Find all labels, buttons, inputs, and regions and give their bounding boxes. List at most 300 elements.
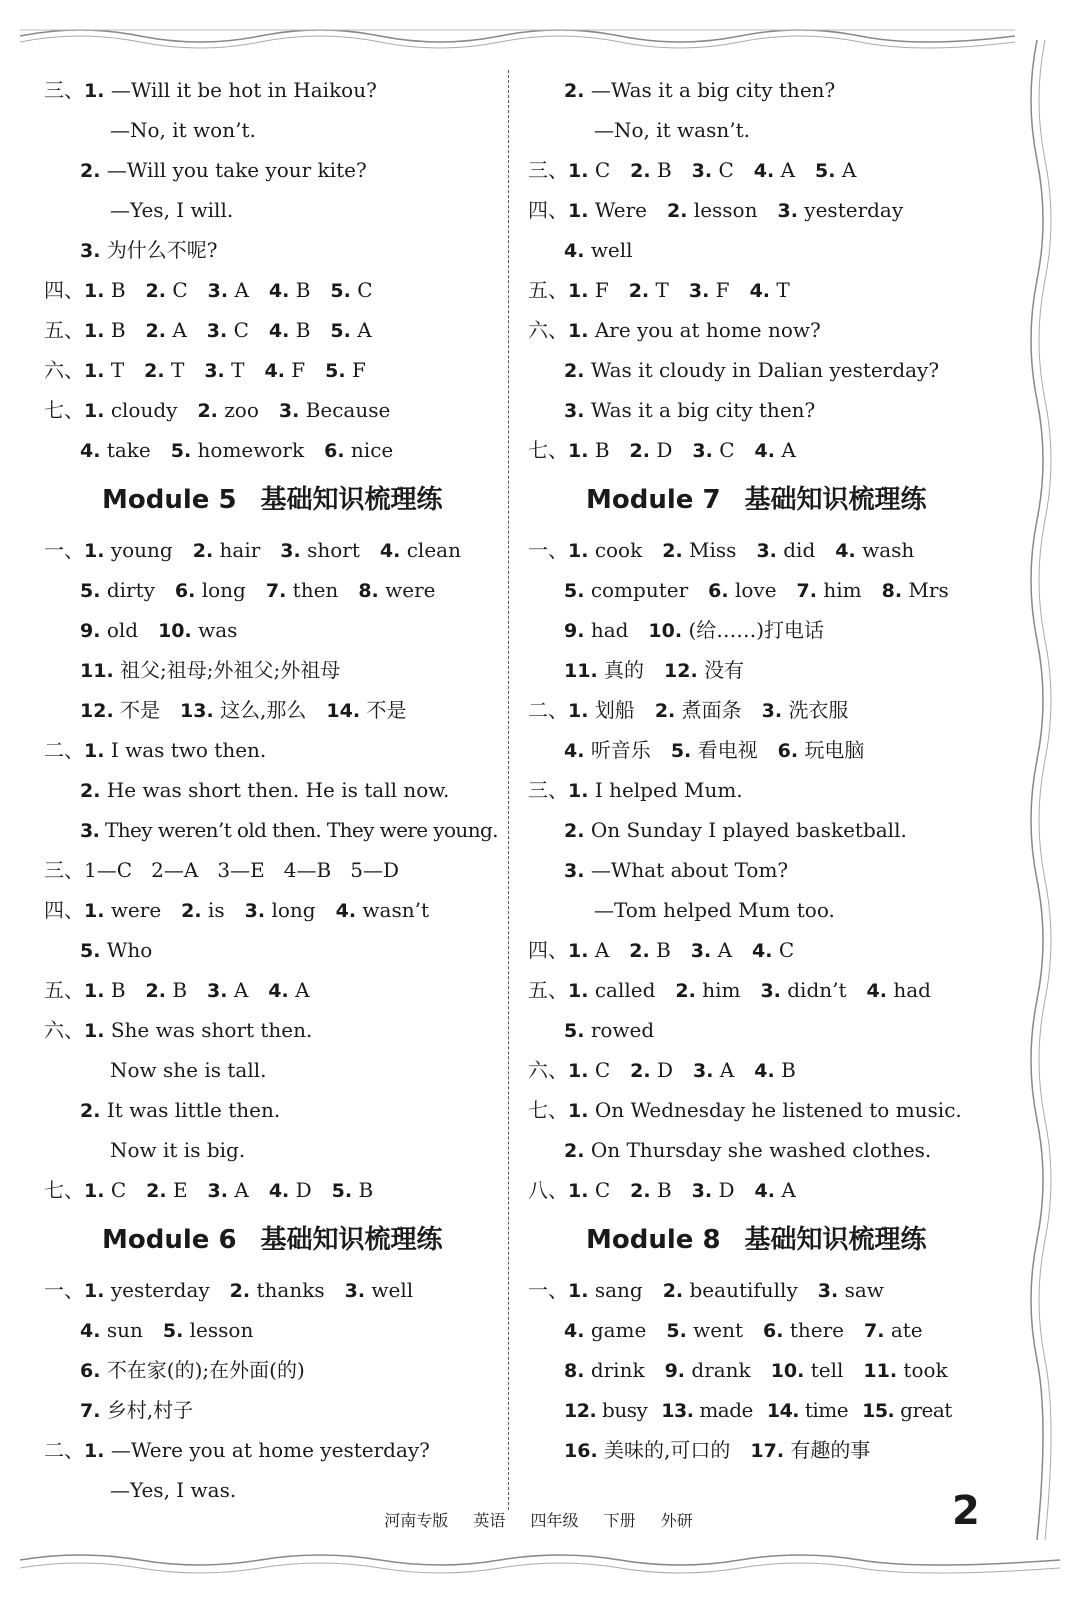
section-label: 四、 <box>528 938 568 962</box>
answer-text: B <box>110 278 126 302</box>
answer-text: yesterday <box>110 1278 210 1302</box>
item-number: 12. <box>564 1400 597 1422</box>
answer-item <box>84 398 177 422</box>
answer-text: 乡村,村子 <box>106 1398 194 1422</box>
answer-item <box>144 358 184 382</box>
footer-volume: 下册 <box>603 1511 636 1530</box>
item-number: 4. <box>564 240 585 262</box>
answer-text: She was short then. <box>110 1018 313 1042</box>
item-number: 3. <box>690 940 712 962</box>
answer-text: wash <box>862 538 915 562</box>
item-number: 4. <box>264 360 285 382</box>
item-number: 4. <box>754 1060 775 1082</box>
module-number: Module 8 <box>586 1225 721 1255</box>
answer-line <box>44 230 499 270</box>
item-number: 1. <box>568 200 589 222</box>
item-number: 3. <box>761 700 783 722</box>
item-number: 6. <box>708 580 729 602</box>
answer-item <box>80 618 138 642</box>
item-number: 1. <box>84 1280 105 1302</box>
answer-item <box>671 738 758 762</box>
answer-text: Were <box>594 198 647 222</box>
answer-text: T <box>776 278 790 302</box>
answer-text: 有趣的事 <box>790 1438 871 1462</box>
item-number: 8. <box>564 1360 585 1382</box>
answer-text: C <box>110 1178 127 1202</box>
section-label: 一、 <box>44 538 84 562</box>
item-number: 3. <box>80 240 101 262</box>
answer-text: Now she is tall. <box>110 1058 267 1082</box>
section-label: 三、 <box>528 778 568 802</box>
answer-text: T <box>231 358 245 382</box>
item-number: 1. <box>84 1440 105 1462</box>
answer-item <box>280 538 360 562</box>
module-number: Module 7 <box>586 485 721 515</box>
answer-text: A <box>357 318 372 342</box>
item-number: 2. <box>192 540 214 562</box>
answer-item <box>269 318 311 342</box>
item-number: 4. <box>564 1320 585 1342</box>
footer-grade: 四年级 <box>530 1511 579 1530</box>
answer-item <box>692 158 734 182</box>
answer-line <box>44 650 499 690</box>
answer-text: F <box>715 278 730 302</box>
answer-text: B <box>110 978 126 1002</box>
item-number: 6. <box>80 1360 101 1382</box>
right-column <box>528 70 998 1470</box>
answer-text: B <box>110 318 126 342</box>
answer-item <box>175 578 246 602</box>
module-number: Module 6 <box>102 1225 237 1255</box>
answer-item <box>763 1318 844 1342</box>
answer-item <box>568 978 655 1002</box>
footer-edition: 河南专版 <box>384 1511 449 1530</box>
answer-line <box>528 690 998 730</box>
answer-text: A <box>841 158 857 182</box>
answer-text: sun <box>106 1318 143 1342</box>
answer-text: took <box>903 1358 948 1382</box>
answer-line <box>44 1470 499 1510</box>
answer-item <box>264 358 305 382</box>
item-number: 2. <box>80 1100 101 1122</box>
answer-item <box>269 1178 312 1202</box>
answer-text: C <box>778 938 795 962</box>
answer-line <box>528 610 998 650</box>
section-label: 六、 <box>44 1018 84 1042</box>
answer-text: A <box>719 1058 735 1082</box>
answer-line <box>44 850 499 890</box>
answer-item <box>564 1018 654 1042</box>
answer-line <box>528 530 998 570</box>
item-number: 10. <box>158 620 192 642</box>
answer-text: nice <box>350 438 394 462</box>
answer-item <box>568 938 609 962</box>
answer-text: 为什么不呢? <box>106 238 218 262</box>
answer-item <box>756 538 815 562</box>
answer-text: computer <box>590 578 689 602</box>
answer-line <box>528 650 998 690</box>
section-label: 二、 <box>44 738 84 762</box>
section-label: 五、 <box>528 978 568 1002</box>
answer-line <box>44 1130 499 1170</box>
item-number: 3. <box>777 200 798 222</box>
answer-text: busy <box>602 1398 648 1422</box>
item-number: 3. <box>691 1180 713 1202</box>
answer-item <box>358 578 435 602</box>
module-title: 基础知识梳理练 <box>260 485 443 515</box>
answer-line <box>44 730 499 770</box>
answer-item <box>171 438 304 462</box>
answer-item <box>666 1318 743 1342</box>
answer-text: well <box>590 238 633 262</box>
answer-line <box>528 570 998 610</box>
answer-item <box>568 198 647 222</box>
answer-text: B <box>656 938 671 962</box>
answer-item <box>564 1318 646 1342</box>
answer-text: time <box>804 1398 849 1422</box>
answer-line <box>528 310 998 350</box>
answer-line <box>528 150 998 190</box>
item-number: 1. <box>84 540 105 562</box>
answer-text: A <box>295 978 310 1002</box>
answer-text: had <box>893 978 931 1002</box>
answer-text: —Yes, I was. <box>110 1478 237 1502</box>
answer-item <box>754 158 795 182</box>
answer-item <box>564 578 688 602</box>
answer-item <box>330 318 371 342</box>
item-number: 3. <box>206 320 228 342</box>
item-number: 1. <box>568 440 589 462</box>
answer-item <box>755 438 796 462</box>
answer-item <box>630 158 672 182</box>
section-label: 二、 <box>44 1438 84 1462</box>
answer-text: drank <box>691 1358 751 1382</box>
answer-text: A <box>233 978 249 1002</box>
answer-line <box>528 1270 998 1310</box>
item-number: 14. <box>326 700 361 722</box>
answer-line <box>44 530 499 570</box>
item-number: 2. <box>630 160 651 182</box>
item-number: 2. <box>80 160 101 182</box>
answer-item <box>80 1318 143 1342</box>
answer-text: young <box>110 538 173 562</box>
item-number: 2. <box>145 980 166 1002</box>
answer-item <box>689 278 730 302</box>
answer-item <box>568 158 610 182</box>
item-number: 3. <box>278 400 300 422</box>
answer-text: They weren’t old then. They were young. <box>105 818 498 842</box>
answer-text: dirty <box>106 578 155 602</box>
item-number: 1. <box>568 940 589 962</box>
item-number: 4. <box>866 980 887 1002</box>
answer-text: Mrs <box>908 578 949 602</box>
item-number: 2. <box>629 440 650 462</box>
answer-line <box>528 110 998 150</box>
answer-text: clean <box>406 538 461 562</box>
item-number: 2. <box>564 1140 585 1162</box>
item-number: 5. <box>330 280 351 302</box>
section-label: 四、 <box>44 278 84 302</box>
answer-item <box>208 1178 249 1202</box>
item-number: 2. <box>564 360 585 382</box>
answer-text: sang <box>594 1278 643 1302</box>
item-number: 3. <box>344 1280 366 1302</box>
answer-item <box>84 278 126 302</box>
answer-item <box>332 1178 374 1202</box>
answer-item <box>630 1178 672 1202</box>
module-heading <box>528 1210 998 1270</box>
answer-line <box>44 190 499 230</box>
answer-line <box>528 770 998 810</box>
answer-text: C <box>357 278 373 302</box>
answer-text: is <box>207 898 225 922</box>
item-number: 10. <box>770 1360 805 1382</box>
answer-line <box>528 1010 998 1050</box>
answer-item <box>629 278 669 302</box>
answer-item <box>80 938 152 962</box>
item-number: 8. <box>881 580 903 602</box>
answer-item <box>760 978 846 1002</box>
module-heading <box>44 1210 499 1270</box>
page-footer <box>0 1508 1077 1538</box>
item-number: 1. <box>568 1100 589 1122</box>
answer-item <box>675 978 740 1002</box>
item-number: 4. <box>268 320 290 342</box>
answer-item <box>752 938 794 962</box>
answer-item <box>564 738 651 762</box>
answer-text: E <box>172 1178 188 1202</box>
answer-item <box>692 438 734 462</box>
answer-item <box>568 438 610 462</box>
answer-item <box>84 978 126 1002</box>
item-number: 2. <box>564 820 585 842</box>
answer-text: He was short then. He is tall now. <box>106 778 450 802</box>
answer-item <box>84 1278 210 1302</box>
answer-text: —No, it wasn’t. <box>594 118 750 142</box>
answer-text: On Thursday she washed clothes. <box>590 1138 932 1162</box>
answer-item <box>564 658 644 682</box>
answer-text: then <box>292 578 339 602</box>
answer-item <box>755 1178 796 1202</box>
answer-text: 玩电脑 <box>804 738 865 762</box>
footer-subject: 英语 <box>473 1511 506 1530</box>
answer-item <box>815 158 856 182</box>
answer-item <box>762 698 849 722</box>
answer-item <box>163 1318 254 1342</box>
answer-item <box>664 658 744 682</box>
answer-item <box>146 318 187 342</box>
decorative-bottom-border <box>20 1548 1060 1578</box>
answer-item <box>268 978 309 1002</box>
answer-text: D <box>656 1058 673 1082</box>
answer-line <box>528 350 998 390</box>
answer-text: B <box>594 438 610 462</box>
answer-line <box>528 1430 998 1470</box>
answer-text: A <box>594 938 610 962</box>
answer-text: drink <box>590 1358 645 1382</box>
answer-text: saw <box>844 1278 884 1302</box>
section-label: 五、 <box>528 278 568 302</box>
answer-text: I helped Mum. <box>594 778 743 802</box>
answer-text: T <box>110 358 125 382</box>
module-title: 基础知识梳理练 <box>260 1225 443 1255</box>
item-number: 4. <box>564 740 585 762</box>
item-number: 3. <box>204 360 225 382</box>
item-number: 5. <box>670 740 692 762</box>
answer-text: 这么,那么 <box>220 698 307 722</box>
item-number: 1. <box>568 320 589 342</box>
answer-text: A <box>234 278 249 302</box>
answer-item <box>279 398 390 422</box>
answer-item <box>835 538 914 562</box>
answer-text: short <box>307 538 360 562</box>
answer-text: B <box>358 1178 374 1202</box>
item-number: 7. <box>864 1320 885 1342</box>
item-number: 15. <box>862 1400 895 1422</box>
answer-text: beautifully <box>689 1278 798 1302</box>
answer-text: did <box>783 538 816 562</box>
answer-item <box>665 1358 751 1382</box>
answer-text: —What about Tom? <box>590 858 789 882</box>
item-number: 1. <box>568 1280 589 1302</box>
item-number: 2. <box>80 780 101 802</box>
answer-text: didn’t <box>787 978 847 1002</box>
item-number: 1. <box>568 1060 589 1082</box>
item-number: 3. <box>692 1060 714 1082</box>
item-number: 2. <box>229 1280 251 1302</box>
answer-item <box>564 238 633 262</box>
answer-text: made <box>699 1398 753 1422</box>
answer-line <box>44 1390 499 1430</box>
answer-item <box>767 1398 848 1422</box>
item-number: 5. <box>564 580 585 602</box>
left-column <box>44 70 499 1510</box>
answer-text: T <box>655 278 669 302</box>
answer-item <box>146 978 188 1002</box>
answer-item <box>345 1278 414 1302</box>
answer-line <box>528 390 998 430</box>
item-number: 4. <box>80 1320 101 1342</box>
answer-item <box>568 1178 610 1202</box>
answer-line <box>44 890 499 930</box>
answer-line <box>528 730 998 770</box>
section-label: 六、 <box>528 318 568 342</box>
item-number: 2. <box>145 280 166 302</box>
answer-text: C <box>594 158 611 182</box>
answer-text: had <box>590 618 629 642</box>
answer-item <box>629 938 671 962</box>
answer-line <box>44 610 499 650</box>
answer-text: B <box>781 1058 796 1082</box>
item-number: 7. <box>265 580 287 602</box>
answer-item <box>864 1318 923 1342</box>
answer-text: —Tom helped Mum too. <box>594 898 835 922</box>
item-number: 2. <box>145 320 166 342</box>
answer-text: hair <box>219 538 261 562</box>
answer-line <box>44 350 499 390</box>
answer-item <box>245 898 316 922</box>
answer-item <box>230 1278 325 1302</box>
item-number: 11. <box>564 660 598 682</box>
answer-text: On Wednesday he listened to music. <box>594 1098 962 1122</box>
answer-text: 1—C 2—A 3—E 4—B 5—D <box>84 858 399 882</box>
section-label: 一、 <box>528 1278 568 1302</box>
item-number: 8. <box>358 580 379 602</box>
item-number: 4. <box>749 280 771 302</box>
answer-text: A <box>781 438 796 462</box>
answer-text: On Sunday I played basketball. <box>590 818 907 842</box>
answer-text: long <box>271 898 316 922</box>
answer-line <box>44 1010 499 1050</box>
answer-item <box>661 1398 753 1422</box>
module-heading <box>528 470 998 530</box>
item-number: 3. <box>756 540 777 562</box>
answer-item <box>180 698 306 722</box>
item-number: 5. <box>331 1180 353 1202</box>
answer-item <box>564 1398 647 1422</box>
item-number: 1. <box>568 540 589 562</box>
answer-line <box>528 850 998 890</box>
item-number: 4. <box>835 540 856 562</box>
item-number: 5. <box>330 320 351 342</box>
item-number: 4. <box>268 980 289 1002</box>
answer-text: A <box>717 938 733 962</box>
item-number: 4. <box>754 440 775 462</box>
answer-text: love <box>734 578 777 602</box>
answer-item <box>777 198 903 222</box>
section-label: 七、 <box>44 1178 84 1202</box>
answer-text: 祖父;祖母;外祖父;外祖母 <box>120 658 341 682</box>
answer-item <box>564 618 628 642</box>
answer-text: well <box>371 1278 414 1302</box>
item-number: 12. <box>80 700 114 722</box>
section-label: 一、 <box>44 1278 84 1302</box>
item-number: 2. <box>630 1180 651 1202</box>
answer-item <box>380 538 461 562</box>
item-number: 2. <box>144 360 165 382</box>
answer-text: C <box>594 1178 611 1202</box>
answer-item <box>778 738 865 762</box>
item-number: 2. <box>630 1060 651 1082</box>
decorative-top-border <box>20 16 1015 56</box>
answer-text: Now it is big. <box>110 1138 246 1162</box>
answer-item <box>207 978 248 1002</box>
answer-text: D <box>656 438 673 462</box>
decorative-right-border <box>1017 40 1057 1540</box>
answer-text: rowed <box>590 1018 655 1042</box>
answer-line <box>44 1170 499 1210</box>
item-number: 5. <box>815 160 836 182</box>
answer-text: B <box>172 978 188 1002</box>
answer-text: B <box>656 158 672 182</box>
answer-line <box>44 690 499 730</box>
answer-text: 不是 <box>120 698 161 722</box>
answer-item <box>330 278 372 302</box>
answer-text: 洗衣服 <box>788 698 849 722</box>
section-label: 二、 <box>528 698 568 722</box>
answer-text: were <box>385 578 436 602</box>
answer-item <box>146 278 188 302</box>
item-number: 4. <box>268 1180 290 1202</box>
answer-line <box>44 1350 499 1390</box>
section-label: 六、 <box>528 1058 568 1082</box>
item-number: 2. <box>629 940 650 962</box>
answer-text: him <box>702 978 741 1002</box>
answer-item <box>326 698 406 722</box>
item-number: 2. <box>675 980 696 1002</box>
answer-item <box>754 1058 796 1082</box>
item-number: 4. <box>268 280 290 302</box>
